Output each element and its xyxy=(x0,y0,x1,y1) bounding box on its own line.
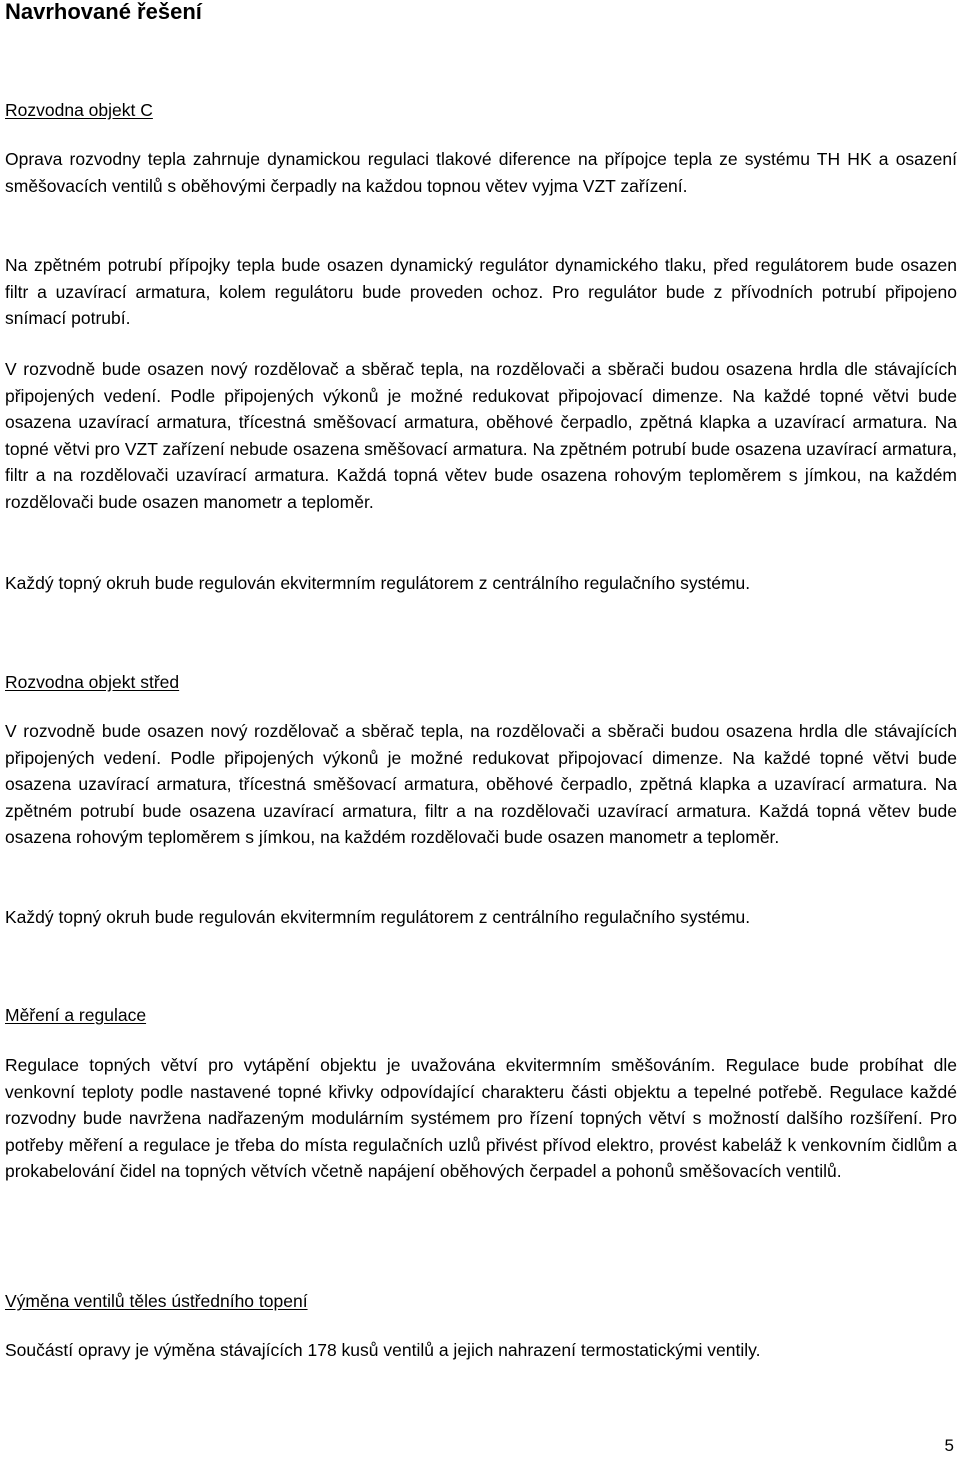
section-heading-vymena-ventilu: Výměna ventilů těles ústředního topení xyxy=(5,1291,308,1311)
paragraph: Každý topný okruh bude regulován ekvitermním regulátorem z centrálního regulačního systému. xyxy=(5,907,751,927)
page-number: 5 xyxy=(944,1436,954,1455)
section-heading-rozvodna-objekt-stred: Rozvodna objekt střed xyxy=(5,672,180,692)
paragraph: Každý topný okruh bude regulován ekvitermním regulátorem z centrálního regulačního systému. xyxy=(5,573,751,593)
paragraph: V rozvodně bude osazen nový rozdělovač a sběrač tepla, na rozdělovači a sběrači budou osazena hrdla dle stávajících připojených vedení. Podle připojených výkonů je možné redukovat připojovací dimenze. Na každé topné větvi bude osazena uzavírací armatura, třícestná směšovací armatura, oběhové čerpadlo, zpětná klapka a uzavírací armatura. Na zpětném potrubí bude osazena uzavírací armatura, filtr a na rozdělovači uzavírací armatura. Každá topná větev bude osazena rohovým teploměrem s jímkou, na každém rozdělovači bude osazen manometr a teploměr. xyxy=(5,721,957,847)
paragraph: Oprava rozvodny tepla zahrnuje dynamickou regulaci tlakové diference na přípojce tepla ze systému TH HK a osazení směšovacích ventilů s oběhovými čerpadly na každou topnou větev vyjma VZT zařízení. xyxy=(5,149,957,196)
paragraph: Součástí opravy je výměna stávajících 178 kusů ventilů a jejich nahrazení termostatickými ventily. xyxy=(5,1340,761,1360)
page-title: Navrhované řešení xyxy=(5,0,202,24)
section-heading-rozvodna-objekt-c: Rozvodna objekt C xyxy=(5,100,153,120)
paragraph: Regulace topných větví pro vytápění objektu je uvažována ekvitermním směšováním. Regulace bude probíhat dle venkovní teploty podle nastavené topné křivky odpovídající charakteru části objektu a tepelné potřebě. Regulace každé rozvodny bude navržena nadřazeným modulárním systémem pro řízení topných větví s možností dalšího rozšíření. Pro potřeby měření a regulace je třeba do místa regulačních uzlů přivést přívod elektro, provést kabeláž k venkovním čidlům a prokabelování čidel na topných větvích včetně napájení oběhových čerpadel a pohonů směšovacích ventilů. xyxy=(5,1055,957,1181)
section-heading-mereni-a-regulace: Měření a regulace xyxy=(5,1005,147,1025)
paragraph: Na zpětném potrubí přípojky tepla bude osazen dynamický regulátor dynamického tlaku, před regulátorem bude osazen filtr a uzavírací armatura, kolem regulátoru bude proveden ochoz. Pro regulátor bude z přívodních potrubí připojeno snímací potrubí. xyxy=(5,255,957,328)
paragraph: V rozvodně bude osazen nový rozdělovač a sběrač tepla, na rozdělovači a sběrači budou osazena hrdla dle stávajících připojených vedení. Podle připojených výkonů je možné redukovat připojovací dimenze. Na každé topné větvi bude osazena uzavírací armatura, třícestná směšovací armatura, oběhové čerpadlo, zpětná klapka a uzavírací armatura. Na topné větvi pro VZT zařízení nebude osazena směšovací armatura. Na zpětném potrubí bude osazena uzavírací armatura, filtr a na rozdělovači uzavírací armatura. Každá topná větev bude osazena rohovým teploměrem s jímkou, na každém rozdělovači bude osazen manometr a teploměr. xyxy=(5,359,957,512)
